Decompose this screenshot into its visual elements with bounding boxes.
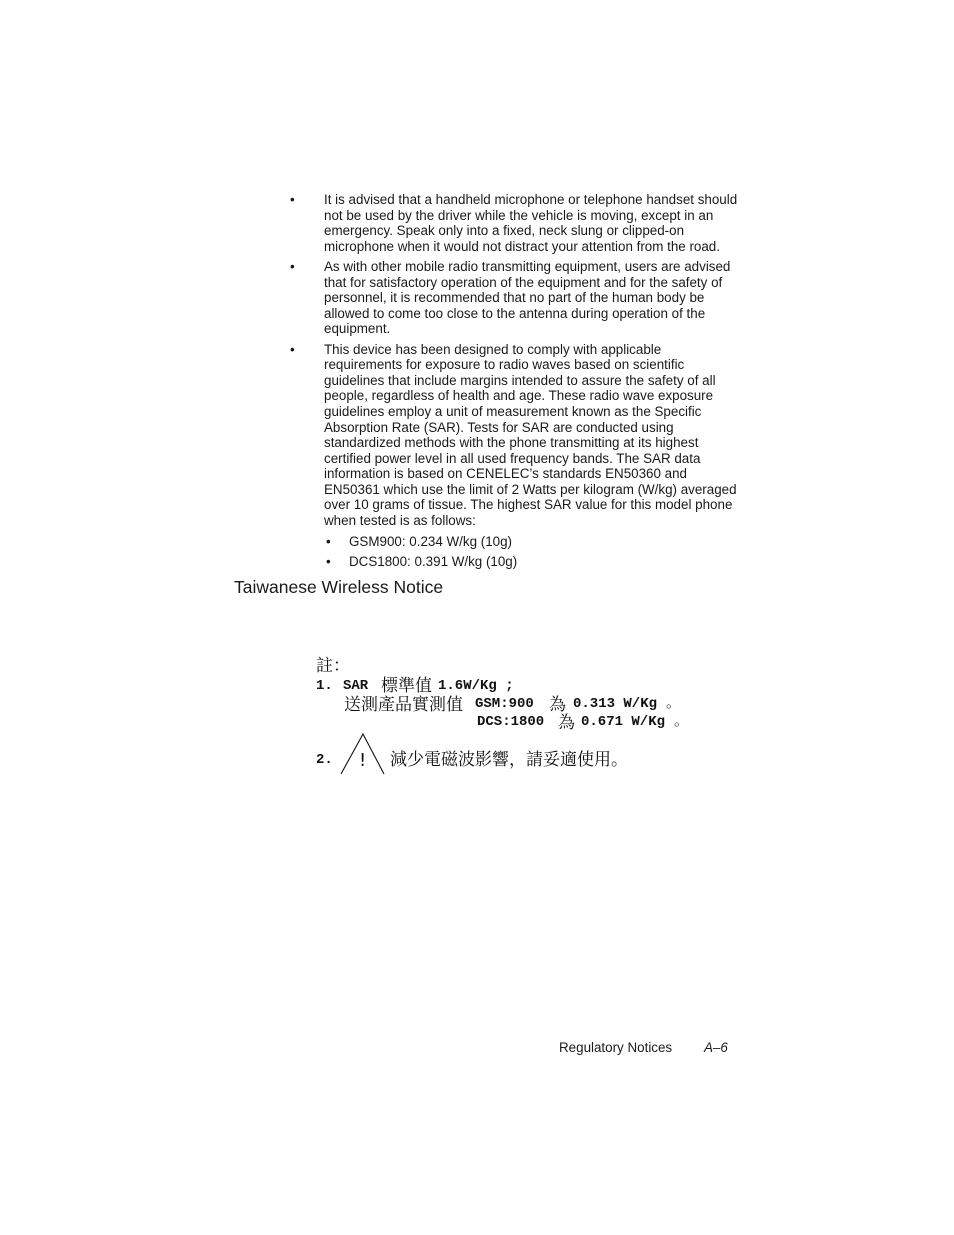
line1-value: 1.6W/Kg ;: [438, 678, 514, 694]
bullet-marker: •: [326, 553, 331, 569]
line3-end: 。: [674, 711, 690, 729]
bullet-marker: •: [326, 533, 331, 549]
list-item: [324, 534, 740, 550]
footer-label: Regulatory Notices: [559, 1040, 673, 1055]
note-label: 註：: [316, 656, 350, 676]
taiwan-notice-image: [310, 650, 710, 780]
line2-is: 為: [549, 695, 566, 715]
list-item: [290, 342, 740, 570]
line2-end: 。: [666, 693, 682, 711]
main-bullet-list: [290, 192, 740, 574]
bullet-text: It is advised that a handheld microphone or telephone handset should not be used by the driver while the vehicle is moving, except in an emergency. Speak only into a fixed, neck slung or clipped-on microphone when it would not distract your attention from the road.: [324, 192, 738, 254]
sar-value-dcs1800: DCS1800: 0.391 W/kg (10g): [349, 553, 518, 569]
line3-result: 0.671 W/Kg: [581, 714, 666, 730]
line4-number: 2.: [316, 752, 333, 768]
bullet-marker: •: [290, 192, 295, 207]
line3-is: 為: [558, 713, 575, 733]
sar-values-list: [324, 534, 740, 570]
line1-standard: 標準值: [381, 676, 432, 696]
bullet-marker: •: [290, 341, 295, 357]
page-footer: [559, 1040, 728, 1055]
list-item: [324, 554, 740, 570]
page-number: A–6: [704, 1040, 728, 1055]
exclamation-icon: !: [359, 750, 367, 771]
list-item: [290, 259, 740, 337]
bullet-text: This device has been designed to comply with applicable requirements for exposure to radio waves based on scientific guidelines that include margins intended to assure the safety of all people, regardless of health and age. These radio wave exposure guidelines employ a unit of measurement known as the Specific Absorption Rate (SAR). Tests for SAR are conducted using standardized methods with the phone transmitting at its highest certified power level in all used frequency bands. The SAR data information is based on CENELEC’s standards EN50360 and EN50361 which use the limit of 2 Watts per kilogram (W/kg) averaged over 10 grams of tissue. The highest SAR value for this model phone when tested is as follows:: [324, 341, 737, 529]
line1-number: 1.: [316, 678, 333, 694]
line1-sar: SAR: [343, 678, 369, 694]
warning-triangle-icon: [341, 734, 384, 774]
section-heading: Taiwanese Wireless Notice: [234, 577, 444, 597]
bullet-marker: •: [290, 258, 295, 274]
bullet-text: As with other mobile radio transmitting equipment, users are advised that for satisfactory operation of the equipment and for the safety of personnel, it is recommended that no part of the human body be allowed to come too close to the antenna during operation of the equipment.: [324, 258, 731, 337]
line2-gsm: GSM:900: [475, 696, 534, 712]
line3-dcs: DCS:1800: [477, 714, 545, 730]
list-item: [290, 192, 740, 254]
line2-result: 0.313 W/Kg: [573, 696, 658, 712]
sar-value-gsm900: GSM900: 0.234 W/kg (10g): [349, 533, 512, 549]
line2-label: 送測產品實測值: [344, 695, 463, 715]
line4-text: 減少電磁波影響，請妥適使用。: [390, 750, 628, 770]
